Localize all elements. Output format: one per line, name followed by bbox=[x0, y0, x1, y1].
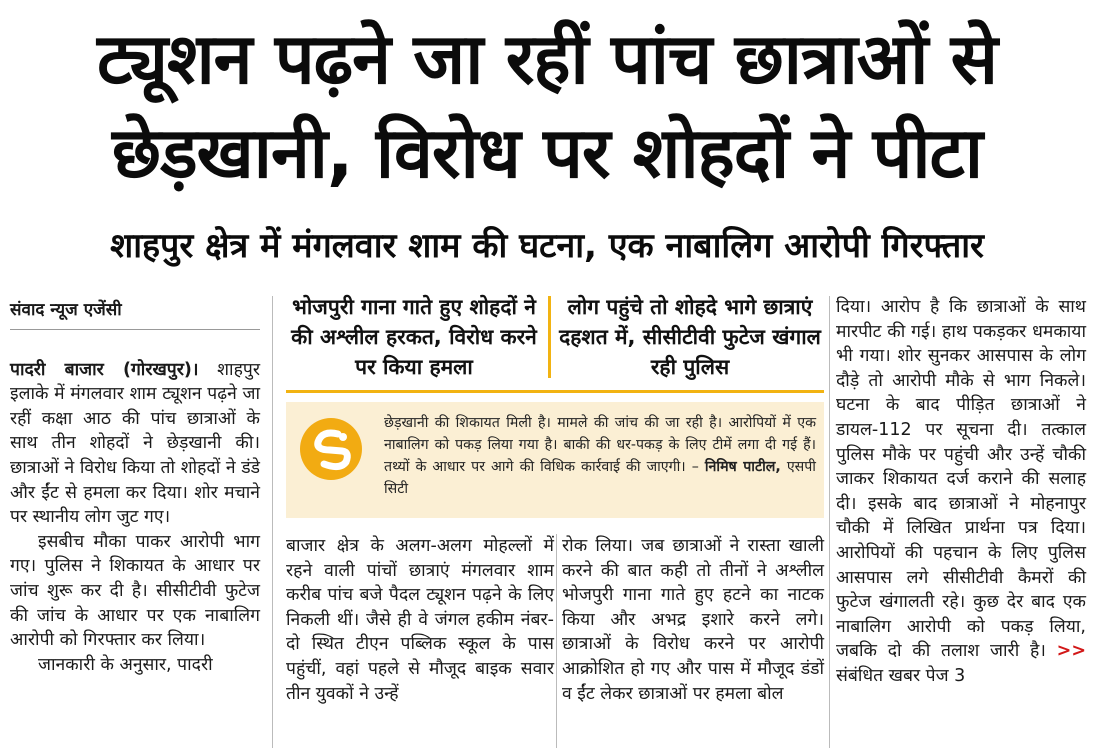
quote-speaker: निमिष पाटील, bbox=[704, 459, 781, 475]
quote-text bbox=[384, 412, 816, 500]
highlight-underline bbox=[286, 390, 824, 393]
column-divider bbox=[829, 296, 830, 748]
highlight-separator bbox=[548, 296, 551, 378]
column-1-paragraph-3: जानकारी के अनुसार, पादरी bbox=[38, 654, 213, 675]
column-3-paragraph: रोक लिया। जब छात्राओं ने रास्ता खाली करने की बात कही तो तीनों ने अश्लील भोजपुरी गाना गाते हुए हटने का नाटक किया और अभद्र इशारे करने लगे। छात्राओं के विरोध करने पर आरोपी आक्रोशित हो गए और पास में मौजूद डंडों व ईंट लेकर छात्राओं पर हमला बोल bbox=[562, 536, 824, 704]
continued-text[interactable]: संबंधित खबर पेज 3 bbox=[836, 665, 966, 686]
quote-designation: एसपी सिटी bbox=[384, 459, 816, 497]
column-3 bbox=[562, 534, 824, 706]
quote-body: छेड़खानी की शिकायत मिली है। मामले की जांच की जा रही है। आरोपियों में एक नाबालिग को पकड़ लिया गया है। बाकी की धर-पकड़ के लिए टीमें लगा दी गई हैं। तथ्यों के आधार पर आगे की विधिक कार्रवाई की जाएगी। – bbox=[384, 415, 816, 475]
highlight-1: भोजपुरी गाना गाते हुए शोहदों ने की अश्लील हरकत, विरोध करने पर किया हमला bbox=[291, 295, 537, 379]
column-1 bbox=[10, 298, 260, 677]
column-divider bbox=[556, 534, 557, 748]
column-divider bbox=[272, 296, 273, 748]
column-1-paragraph-1 bbox=[10, 358, 260, 530]
headline-line-1: ट्यूशन पढ़ने जा रहीं पांच छात्राओं से bbox=[97, 18, 997, 100]
dateline: पादरी बाजार (गोरखपुर)। bbox=[10, 359, 199, 380]
column-1-text-1: शाहपुर इलाके में मंगलवार शाम ट्यूशन पढ़ने जा रहीं कक्षा आठ की पांच छात्राओं के साथ तीन शोहदों ने छेड़खानी की। छात्राओं ने विरोध किया तो शोहदों ने डंडे और ईंट से हमला कर दिया। शोर मचाने पर स्थानीय लोग जुट गए। bbox=[10, 359, 260, 528]
subheadline: शाहपुर क्षेत्र में मंगलवार शाम की घटना, एक नाबालिग आरोपी गिरफ्तार bbox=[110, 226, 984, 266]
quote-box bbox=[286, 402, 824, 518]
column-2-paragraph: बाजार क्षेत्र के अलग-अलग मोहल्लों में रहने वाली पांचों छात्राएं मंगलवार शाम करीब पांच बजे पैदल ट्यूशन पढ़ने के लिए निकली थीं। जैसे ही वे जंगल हकीम नंबर-दो स्थित टीएन पब्लिक स्कूल के पास पहुंचीं, वहां पहले से मौजूद बाइक सवार तीन युवकों ने उन्हें bbox=[286, 536, 554, 704]
column-1-paragraph-2: इसबीच मौका पाकर आरोपी भाग गए। पुलिस ने शिकायत के आधार पर जांच शुरू कर दी है। सीसीटीवी फुटेज की जांच के आधार पर एक नाबालिग आरोपी को गिरफ्तार कर लिया। bbox=[10, 531, 260, 651]
headline-line-2: छेड़खानी, विरोध पर शोहदों ने पीटा bbox=[112, 112, 982, 194]
column-4-paragraph bbox=[836, 295, 1086, 689]
byline: संवाद न्यूज एजेंसी bbox=[10, 298, 260, 330]
continued-arrow-icon: >> bbox=[1056, 641, 1086, 662]
column-2 bbox=[286, 534, 554, 706]
column-4-text: दिया। आरोप है कि छात्राओं के साथ मारपीट की गई। हाथ पकड़कर धमकाया भी गया। शोर सुनकर आसपास के लोग दौड़े तो आरोपी मौके से भाग निकले। घटना के बाद पीड़ित छात्राओं ने डायल-112 पर सूचना दी। तत्काल पुलिस मौके पर पहुंची और उन्हें चौकी जाकर शिकायत दर्ज कराने की सलाह दी। इसके बाद छात्राओं ने मोहनापुर चौकी में लिखित प्रार्थना पत्र दिया। आरोपियों की पहचान के लिए पुलिस आसपास लगे सीसीटीवी कैमरों की फुटेज खंगालती रहे। कुछ देर बाद एक नाबालिग आरोपी को पकड़ लिया, जबकि दो की तलाश जारी है। bbox=[836, 297, 1086, 662]
column-4 bbox=[836, 295, 1086, 689]
highlight-2: लोग पहुंचे तो शोहदे भागे छात्राएं दहशत में, सीसीटीवी फुटेज खंगाल रही पुलिस bbox=[559, 295, 821, 379]
newspaper-logo-icon bbox=[300, 418, 362, 480]
